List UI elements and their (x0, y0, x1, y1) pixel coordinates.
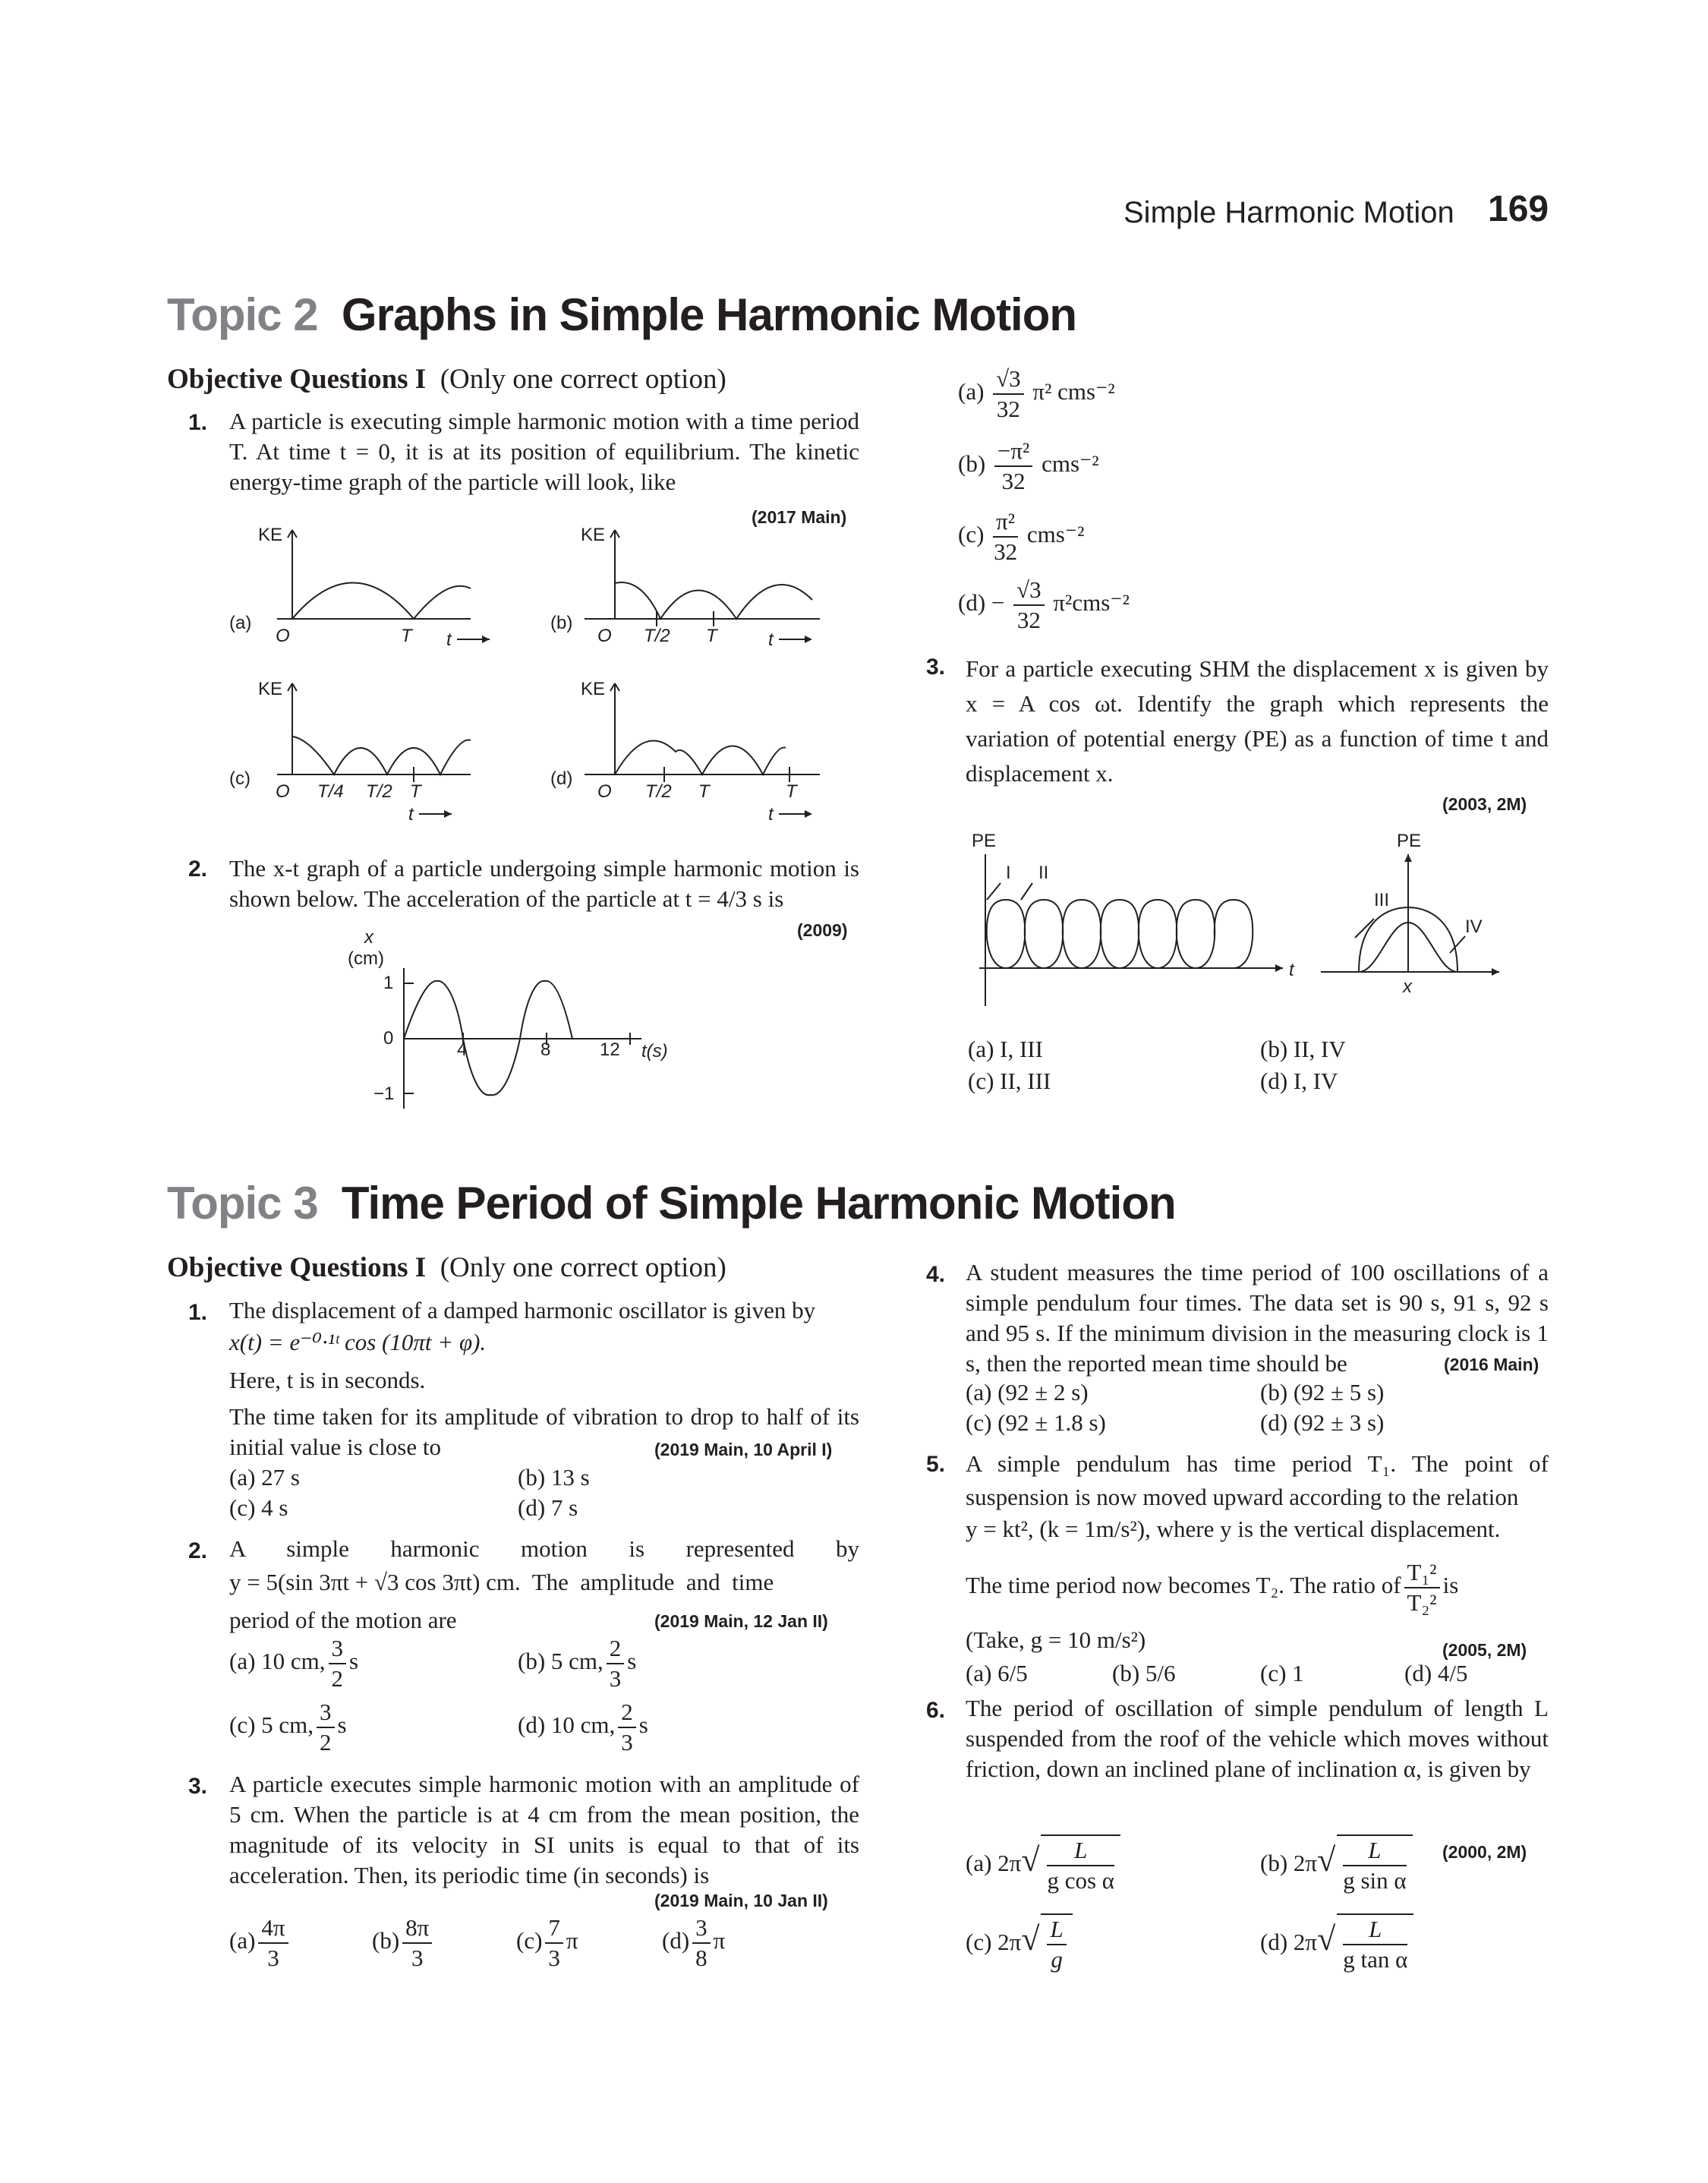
t3-q3-option-b (372, 1913, 435, 1973)
ytick-neg1: −1 (373, 1084, 395, 1104)
denominator: g cos α (1047, 1867, 1115, 1894)
x-axis-label: x (1403, 976, 1412, 997)
t3-q4-number: 4. (926, 1262, 946, 1287)
y-axis-label: x (364, 927, 373, 948)
curve-iii-label: III (1374, 890, 1390, 910)
ke-graph-d (550, 679, 820, 825)
t2-q1-year: (2017 Main) (752, 507, 847, 527)
numerator: 8π (402, 1913, 432, 1944)
t2-q3-option-b: (b) II, IV (1260, 1036, 1346, 1062)
ke-graph-b (550, 525, 820, 650)
fraction (1343, 1836, 1406, 1895)
t2-q2-option-c (958, 507, 1084, 566)
denominator: 3 (609, 1665, 622, 1692)
denominator: 3 (548, 1945, 560, 1971)
t3-q3-number: 3. (188, 1774, 208, 1799)
t3-q2-option-c (229, 1698, 347, 1757)
y-axis-unit: (cm) (348, 948, 384, 969)
time-label: t (408, 804, 414, 825)
t3-q5-take: (Take, g = 10 m/s²) (966, 1626, 1146, 1653)
denominator: 2 (331, 1665, 344, 1692)
sqrt-body (1337, 1834, 1412, 1895)
fraction (329, 1634, 347, 1693)
quarter-period-label: T/4 (317, 781, 344, 802)
t2-q3-number: 3. (926, 655, 946, 680)
unit: s (349, 1648, 359, 1675)
t2-q3-text: For a particle executing SHM the displacement x is given by x = A cos ωt. Identify the graph which represents the variation of potential energy (PE) as a function of time t and displacement x. (966, 655, 1549, 787)
option-label: (d) (662, 1927, 690, 1954)
denominator: 3 (411, 1945, 424, 1971)
section-heading-text: Objective Questions I (167, 1252, 427, 1283)
ke-graph-c (229, 679, 471, 825)
t3-q2-line1: A simple harmonic motion is represented by (229, 1535, 859, 1562)
t3-q2-line3: period of the motion are (229, 1607, 457, 1633)
numerator: −π² (994, 437, 1032, 467)
t3-q5-line1: A simple pendulum has time period T₁. The point of suspension is now moved upward according to the relation (966, 1450, 1549, 1510)
topic2-label: Topic 2 (167, 289, 318, 340)
graph-c-label: (c) (229, 768, 251, 789)
numerator: √3 (1013, 576, 1045, 606)
fraction (692, 1913, 711, 1973)
option-label: (b) (372, 1927, 400, 1954)
t3-q3-option-c (516, 1913, 578, 1973)
option-label: (b) 2π (1260, 1850, 1318, 1877)
t3-q6-text: The period of oscillation of simple pendulum of length L suspended from the roof of the vehicle which moves without friction, down an inclined plane of inclination α, is given by (966, 1695, 1549, 1782)
t3-q2-option-b (518, 1634, 636, 1693)
time-label: t (768, 629, 774, 650)
t3-q5-option-b: (b) 5/6 (1112, 1660, 1176, 1686)
t3-q1-text2: The time taken for its amplitude of vibration to drop to half of its initial value is close to (229, 1403, 859, 1460)
sqrt-body (1041, 1913, 1072, 1974)
t3-q6-option-d (1260, 1913, 1413, 1974)
time-label: t (446, 629, 452, 650)
option-label: (d) − (958, 589, 1005, 617)
option-label: (c) (958, 521, 985, 548)
t3-q1-here: Here, t is in seconds. (229, 1367, 426, 1393)
ratio-fraction (1404, 1558, 1440, 1617)
pe-time-graph (972, 831, 1295, 1006)
t3-q6-option-b (1260, 1834, 1413, 1895)
fraction (1047, 1836, 1114, 1895)
denominator: 32 (996, 396, 1020, 422)
t2-q2-option-a (958, 364, 1115, 424)
period-label: T (410, 781, 421, 802)
denominator: T₂² (1407, 1589, 1437, 1616)
t3-q6-option-a (966, 1834, 1120, 1895)
option-label: (d) 10 cm, (518, 1711, 616, 1739)
option-label: (a) (229, 1927, 256, 1954)
t3-q1-option-b: (b) 13 s (518, 1464, 590, 1491)
origin-label: O (597, 781, 612, 802)
denominator: 32 (1016, 607, 1041, 633)
t3-q6-year: (2000, 2M) (1442, 1842, 1527, 1862)
t3-q2-option-d (518, 1698, 648, 1757)
t3-q1-formula: x(t) = e⁻⁰·¹ᵗ cos (10πt + φ). (229, 1329, 487, 1355)
numerator: 3 (317, 1698, 335, 1728)
unit: s (627, 1648, 637, 1675)
option-label: (c) (516, 1927, 543, 1954)
t3-q1-option-c: (c) 4 s (229, 1494, 288, 1521)
t3-q6-option-c (966, 1913, 1073, 1974)
t3-q4-text: A student measures the time period of 100 oscillations of a simple pendulum four times. The data set is 90 s, 91 s, 92 s and 95 s. If the minimum division in the measuring clock is 1 s, then the reported mean time should be (966, 1259, 1549, 1377)
t2-q2-option-b (958, 437, 1099, 496)
ytick-0: 0 (383, 1028, 394, 1049)
numerator: π² (993, 507, 1018, 538)
option-rest: π²cms⁻² (1053, 589, 1130, 617)
fraction (607, 1634, 625, 1693)
topic3-label: Topic 3 (167, 1178, 318, 1229)
page-number: 169 (1488, 189, 1549, 229)
origin-label: O (276, 626, 290, 646)
denominator: g tan α (1343, 1946, 1408, 1973)
fraction (618, 1698, 636, 1757)
period-label: T (401, 626, 412, 646)
sqrt-body (1337, 1913, 1413, 1974)
t3-q5-number: 5. (926, 1452, 946, 1477)
t3-q4-option-a: (a) (92 ± 2 s) (966, 1379, 1089, 1405)
graph-b-label: (b) (550, 613, 573, 633)
t3-q2-line2: y = 5(sin 3πt + √3 cos 3πt) cm. The amplitude and time (229, 1569, 774, 1595)
t2-q3-year: (2003, 2M) (1442, 794, 1527, 814)
numerator: L (1047, 1836, 1114, 1866)
half-period-label: T/2 (366, 781, 392, 802)
ke-label: KE (258, 525, 283, 545)
time-axis-label: t (1289, 960, 1294, 980)
numerator: L (1343, 1836, 1406, 1866)
pe-label: PE (1397, 831, 1422, 851)
unit: s (638, 1711, 648, 1739)
t3-q5-option-c: (c) 1 (1260, 1660, 1304, 1686)
t3-q3-year: (2019 Main, 10 Jan II) (654, 1891, 828, 1910)
numerator: 2 (618, 1698, 636, 1728)
running-header: Simple Harmonic Motion (1123, 196, 1454, 229)
option-label: (a) (958, 378, 985, 405)
option-label: (a) 10 cm, (229, 1648, 326, 1675)
denominator: 32 (994, 538, 1018, 565)
option-label: (d) 2π (1260, 1929, 1318, 1956)
denominator: 3 (267, 1945, 279, 1971)
t2-q2-year: (2009) (797, 920, 848, 940)
graph-a-label: (a) (229, 613, 252, 633)
fraction (317, 1698, 335, 1757)
topic2-title: Graphs in Simple Harmonic Motion (341, 289, 1077, 340)
numerator: √3 (993, 364, 1024, 395)
t3-q5-line2: y = kt², (k = 1m/s²), where y is the vertical displacement. (966, 1516, 1501, 1542)
topic3-heading (167, 1177, 1176, 1229)
t3-q2-number: 2. (188, 1538, 208, 1563)
ratio-text: The time period now becomes T₂. The ratio of (966, 1572, 1401, 1599)
fraction (1343, 1915, 1407, 1974)
numerator: 7 (545, 1913, 563, 1944)
denominator: 2 (320, 1729, 332, 1756)
fraction (993, 364, 1024, 424)
denominator: 8 (695, 1945, 707, 1971)
t3-q2-option-a (229, 1634, 358, 1693)
period-label: T (698, 781, 710, 802)
t2-q3-pe-graphs (964, 824, 1526, 1014)
fraction (545, 1913, 563, 1973)
curve-iv-label: IV (1465, 916, 1483, 937)
t3-q1-option-d: (d) 7 s (518, 1494, 578, 1521)
ke-label: KE (581, 525, 606, 545)
denominator: 3 (621, 1729, 633, 1756)
ke-label: KE (258, 679, 283, 699)
section-note: (Only one correct option) (440, 1252, 726, 1283)
fraction (1013, 576, 1045, 635)
numerator: 3 (692, 1913, 711, 1944)
numerator: 4π (258, 1913, 288, 1944)
sqrt-sign: √ (1317, 1920, 1336, 1958)
curve-ii-label: II (1038, 863, 1049, 883)
numerator: L (1047, 1915, 1066, 1945)
sqrt-sign: √ (1317, 1841, 1336, 1879)
x-axis-label: t(s) (641, 1041, 668, 1062)
ytick-1: 1 (383, 973, 394, 993)
xtick-4: 4 (457, 1039, 468, 1060)
t3-q2-year: (2019 Main, 12 Jan II) (654, 1611, 828, 1631)
t3-q1-number: 1. (188, 1300, 208, 1325)
fraction (258, 1913, 288, 1973)
sqrt-body (1041, 1834, 1120, 1895)
denominator: 32 (1001, 468, 1026, 494)
option-label: (c) 2π (966, 1929, 1022, 1956)
t2-q3-option-a: (a) I, III (968, 1036, 1043, 1062)
tail: π (713, 1927, 726, 1954)
xtick-8: 8 (540, 1039, 551, 1060)
t2-q1-graphs (220, 524, 858, 828)
t3-q1-year: (2019 Main, 10 April I) (654, 1440, 833, 1459)
t2-q2-xt-graph (342, 926, 706, 1116)
t2-q1-text: A particle is executing simple harmonic motion with a time period T. At time t = 0, it is at its position of equilibrium. The kinetic energy-time graph of the particle will look, like (229, 408, 859, 495)
t3-q5-year: (2005, 2M) (1442, 1640, 1527, 1660)
period-label: T (706, 626, 717, 646)
option-label: (b) (958, 450, 986, 478)
t3-q5-option-d: (d) 4/5 (1404, 1660, 1468, 1686)
t3-q5-ratio-line (966, 1558, 1458, 1617)
topic2-heading (167, 289, 1076, 341)
section-heading-text: Objective Questions I (167, 364, 427, 395)
t3-q3-option-a (229, 1913, 291, 1973)
t2-q2-number: 2. (188, 856, 208, 882)
fraction (1047, 1915, 1066, 1974)
topic3-section-heading (167, 1251, 726, 1284)
topic3-title: Time Period of Simple Harmonic Motion (341, 1178, 1176, 1229)
origin-label: O (276, 781, 290, 802)
xtick-12: 12 (600, 1039, 620, 1060)
origin-label: O (597, 626, 612, 646)
sqrt-sign: √ (1021, 1841, 1040, 1879)
t2-q2-text: The x-t graph of a particle undergoing simple harmonic motion is shown below. The acceleration of the particle at t = 4/3 s is (229, 855, 859, 912)
half-period-label: T/2 (644, 626, 670, 646)
numerator: T₁² (1404, 1558, 1440, 1588)
option-label: (b) 5 cm, (518, 1648, 603, 1675)
numerator: 3 (329, 1634, 347, 1664)
t3-q4-year: (2016 Main) (1444, 1355, 1539, 1374)
fraction (993, 507, 1018, 566)
t3-q4-option-c: (c) (92 ± 1.8 s) (966, 1409, 1106, 1436)
t3-q4-option-b: (b) (92 ± 5 s) (1260, 1379, 1385, 1405)
ke-label: KE (581, 679, 606, 699)
denominator: g sin α (1343, 1867, 1407, 1894)
ratio-tail: is (1442, 1572, 1459, 1599)
t3-q3-option-d (662, 1913, 725, 1973)
fraction (994, 437, 1032, 496)
ke-graph-a (229, 525, 490, 650)
t2-q3-option-c: (c) II, III (968, 1068, 1051, 1094)
tail: π (566, 1927, 578, 1954)
unit: s (337, 1711, 347, 1739)
t3-q6-number: 6. (926, 1698, 946, 1723)
numerator: 2 (607, 1634, 625, 1664)
option-label: (c) 5 cm, (229, 1711, 314, 1739)
sqrt-sign: √ (1021, 1920, 1040, 1958)
t2-q3-option-d: (d) I, IV (1260, 1068, 1338, 1094)
t2-q1-number: 1. (188, 410, 208, 435)
t3-q1-option-a: (a) 27 s (229, 1464, 300, 1491)
graph-d-label: (d) (550, 768, 573, 789)
period-label-2: T (786, 781, 797, 802)
t3-q1-line1: The displacement of a damped harmonic oscillator is given by (229, 1297, 816, 1323)
topic2-section-heading (167, 363, 726, 396)
pe-label: PE (972, 831, 997, 851)
curve-i-label: I (1006, 863, 1011, 883)
option-label: (a) 2π (966, 1850, 1022, 1877)
option-rest: cms⁻² (1042, 450, 1099, 478)
numerator: L (1343, 1915, 1407, 1945)
section-note: (Only one correct option) (440, 364, 726, 395)
denominator: g (1051, 1946, 1063, 1973)
fraction (402, 1913, 432, 1973)
half-period-label: T/2 (645, 781, 672, 802)
t3-q5-option-a: (a) 6/5 (966, 1660, 1028, 1686)
time-label: t (768, 804, 774, 825)
t3-q3-text: A particle executes simple harmonic motion with an amplitude of 5 cm. When the particle is at 4 cm from the mean position, the magnitude of its velocity in SI units is equal to that of its acceleration. Then, its periodic time (in seconds) is (229, 1771, 859, 1888)
t3-q4-option-d: (d) (92 ± 3 s) (1260, 1409, 1385, 1436)
option-rest: cms⁻² (1026, 521, 1085, 548)
pe-displacement-graph (1321, 831, 1499, 997)
t2-q2-option-d (958, 576, 1130, 635)
option-rest: π² cms⁻² (1032, 378, 1115, 405)
